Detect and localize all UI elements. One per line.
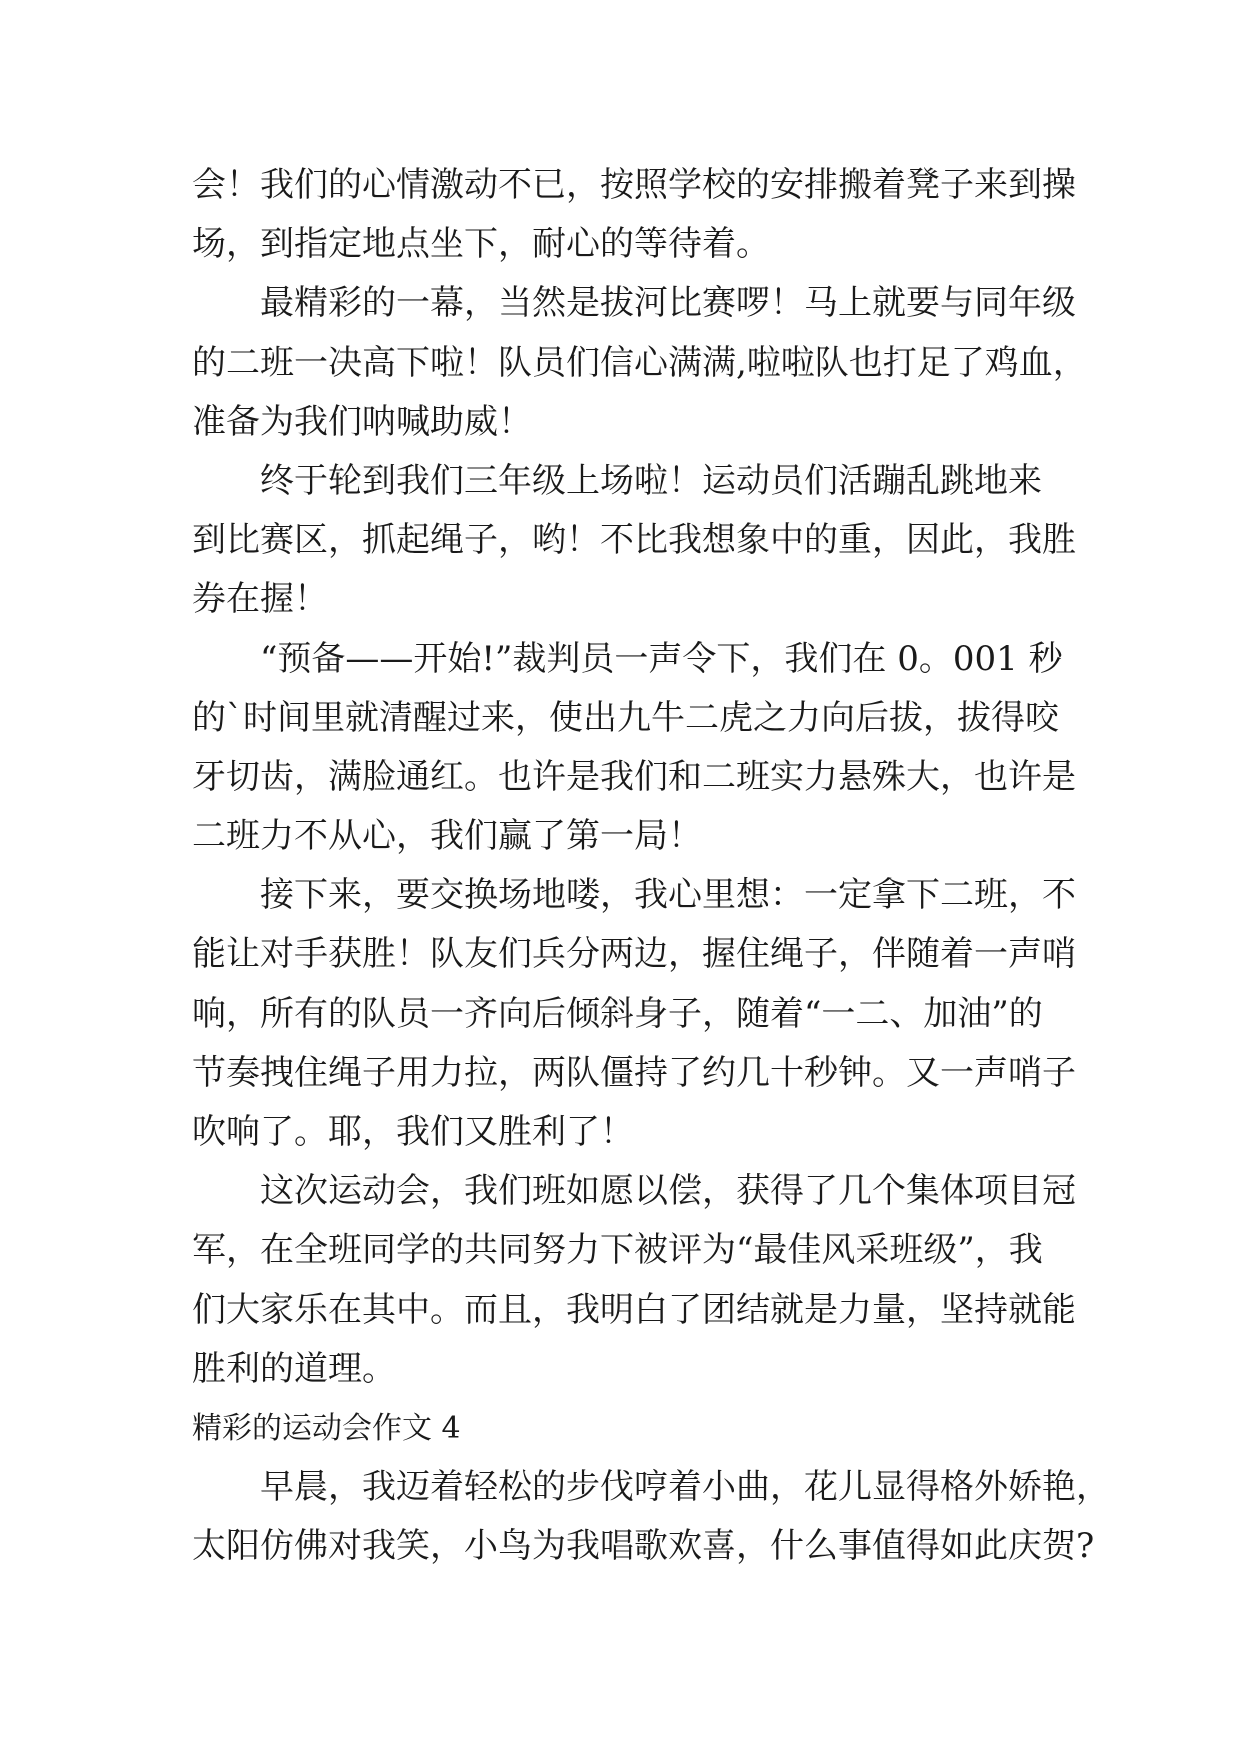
heading-text: 精彩的运动会作文 4 — [192, 1410, 461, 1446]
text-line: 券在握！ — [192, 579, 328, 620]
text-line: 终于轮到我们三年级上场啦！运动员们活蹦乱跳地来 — [260, 460, 1042, 501]
text-line: 早晨，我迈着轻松的步伐哼着小曲，花儿显得格外娇艳， — [260, 1467, 1110, 1508]
paragraph — [192, 1458, 1110, 1576]
text-line: 节奏拽住绳子用力拉，两队僵持了约几十秒钟。又一声哨子 — [192, 1052, 1076, 1093]
text-line: 二班力不从心，我们赢了第一局！ — [192, 816, 702, 857]
document-body — [192, 156, 1110, 1577]
paragraph — [192, 866, 1076, 1162]
text-line: 场，到指定地点坐下，耐心的等待着。 — [192, 224, 770, 265]
text-line: 响，所有的队员一齐向后倾斜身子，随着“一二、加油”的 — [192, 993, 1043, 1034]
text-line: 最精彩的一幕，当然是拔河比赛啰！马上就要与同年级 — [260, 283, 1076, 324]
text-line: 这次运动会，我们班如愿以偿，获得了几个集体项目冠 — [260, 1171, 1076, 1212]
paragraph — [192, 630, 1076, 867]
text-line: 的二班一决高下啦！队员们信心满满,啦啦队也打足了鸡血， — [192, 342, 1087, 383]
text-line: 军，在全班同学的共同努力下被评为“最佳风采班级”，我 — [192, 1230, 1043, 1271]
text-line: 吹响了。耶，我们又胜利了！ — [192, 1112, 634, 1152]
text-line: 接下来，要交换场地喽，我心里想：一定拿下二班，不 — [260, 875, 1076, 916]
text-line: “预备——开始!”裁判员一声令下，我们在 0。001 秒 — [260, 638, 1063, 679]
text-line: 胜利的道理。 — [192, 1348, 396, 1389]
text-line: 准备为我们呐喊助威！ — [192, 401, 532, 442]
paragraph — [192, 452, 1076, 630]
text-line: 牙切齿，满脸通红。也许是我们和二班实力悬殊大，也许是 — [192, 756, 1076, 797]
text-line: 的`时间里就清醒过来，使出九牛二虎之力向后拔，拔得咬 — [192, 697, 1059, 738]
paragraph — [192, 156, 1076, 274]
text-line: 到比赛区，抓起绳子，哟！不比我想象中的重，因此，我胜 — [192, 520, 1076, 561]
text-line: 能让对手获胜！队友们兵分两边，握住绳子，伴随着一声哨 — [192, 934, 1076, 975]
text-line: 们大家乐在其中。而且，我明白了团结就是力量，坚持就能 — [192, 1289, 1076, 1330]
text-line: 太阳仿佛对我笑，小鸟为我唱歌欢喜，什么事值得如此庆贺? — [192, 1526, 1095, 1567]
text-line: 会！我们的心情激动不已，按照学校的安排搬着凳子来到操 — [192, 165, 1076, 205]
paragraph — [192, 1162, 1076, 1399]
section-heading — [192, 1399, 1052, 1458]
paragraph — [192, 274, 1087, 452]
